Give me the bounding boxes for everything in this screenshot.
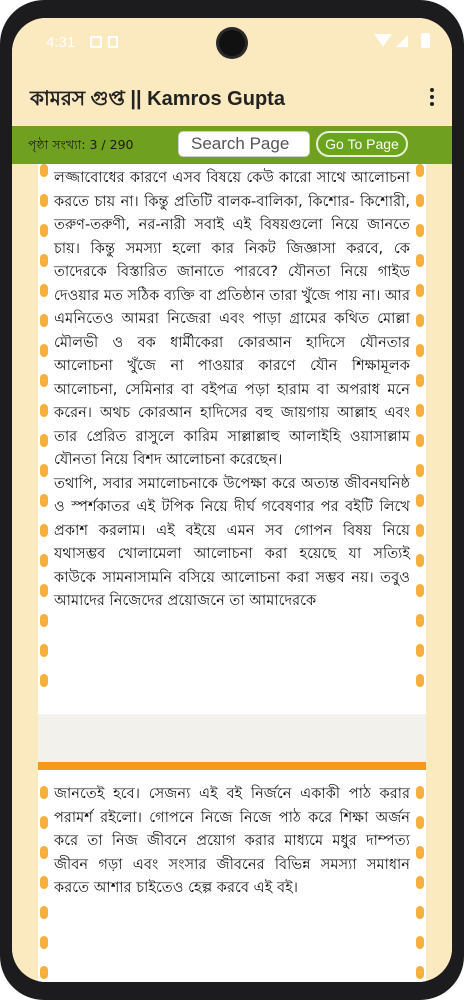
page-body-text [54, 782, 410, 900]
pdf-viewer[interactable] [12, 164, 452, 982]
status-time: 4:31 [46, 34, 76, 51]
app-title: কামরস গুপ্ত || Kamros Gupta [30, 88, 285, 110]
app-bar [12, 68, 452, 126]
page-body-text [54, 166, 410, 613]
page-separator [38, 714, 426, 762]
wifi-icon [374, 34, 392, 47]
status-bar [12, 18, 452, 68]
pdf-page-4 [38, 762, 426, 982]
page-header-strip [38, 762, 426, 770]
sd-card-icon [108, 36, 118, 48]
signal-icon [396, 35, 408, 47]
right-decorative-border [416, 164, 426, 704]
paragraph: লজ্জাবোধের কারণে এসব বিষয়ে কেউ কারো সাথে আলোচনা করতে চায় না। কিন্তু প্রতিটি বালক-বালিকা, কিশোর- কিশোরী, তরুণ-তরুণী, নর-নারী সবাই এই বিষয়গুলো নিয়ে জানতে চায়। কিন্তু সমস্যা হলো কার নিকট জিজ্ঞাসা করবে, কে তাদেরকে বিস্তারিত জানাতে পারবে? যৌনতা নিয়ে গাইড দেওয়ার মত সঠিক ব্যক্তি বা প্রতিষ্ঠান তারা খুঁজে পায় না। আর এমনিতেও আমরা নিজেরা এবং পাড়া গ্রামের কথিত মোল্লা মৌলভী ও বক ধার্মীকেরা কোরআন হাদিসে যৌনতার আলোচনা খুঁজে না পাওয়ার কারণে যৌন শিক্ষামূলক আলোচনা, সেমিনার বা বইপত্র পড়া হারাম বা অপরাধ মনে করেন। অথচ কোরআন হাদিসের বহু জায়গায় আল্লাহ এবং তার প্রেরিত রাসুলে কারিম সাল্লাল্লাহু আলাইহি ওয়াসাল্লাম যৌনতা নিয়ে বিশদ আলোচনা করেছেন। [54, 169, 410, 468]
page-toolbar [12, 126, 452, 164]
camera-cutout [219, 30, 245, 56]
paragraph: জানতেই হবে। সেজন্য এই বই নির্জনে একাকী পাঠ করার পরামর্শ রইলো। গোপনে নিজে নিজে পাঠ করে শিক্ষা অর্জন করে তা নিজ জীবনে প্রয়োগ করার মাধ্যমে মধুর দাম্পত্য জীবন গড়া এবং সংসার জীবনের বিভিন্ন সমস্যা সমাধান করতে আশার চাইতেও হেল্প করবে এই বই। [54, 785, 410, 896]
screen [12, 18, 452, 982]
right-decorative-border [416, 786, 426, 982]
paragraph: তথাপি, সবার সমালোচনাকে উপেক্ষা করে অত্যন্ত জীবনঘনিষ্ঠ ও স্পর্শকাতর এই টপিক নিয়ে দীর্ঘ গবেষণার পর বইটি লিখে প্রকাশ করলাম। এই বইয়ে এমন সব গোপন বিষয় নিয়ে যথাসম্ভব খোলামেলা আলোচনা করা হয়েছে যা সত্যিই কাউকে সামনাসামনি বসিয়ে আলোচনা করা সম্ভব নয়। তবুও আমাদের নিজেদের প্রয়োজনে তা আমাদেরকে [54, 474, 410, 609]
search-page-input[interactable] [178, 131, 310, 157]
left-decorative-border [40, 786, 50, 982]
screenshot-icon [90, 36, 102, 48]
battery-icon [421, 33, 430, 48]
left-decorative-border [40, 164, 50, 704]
pdf-page-3 [38, 164, 426, 714]
overflow-menu-icon[interactable] [430, 88, 434, 109]
page-count-label: পৃষ্ঠা সংখ্যা: 3 / 290 [28, 137, 134, 152]
go-to-page-button[interactable]: Go To Page [316, 131, 408, 157]
